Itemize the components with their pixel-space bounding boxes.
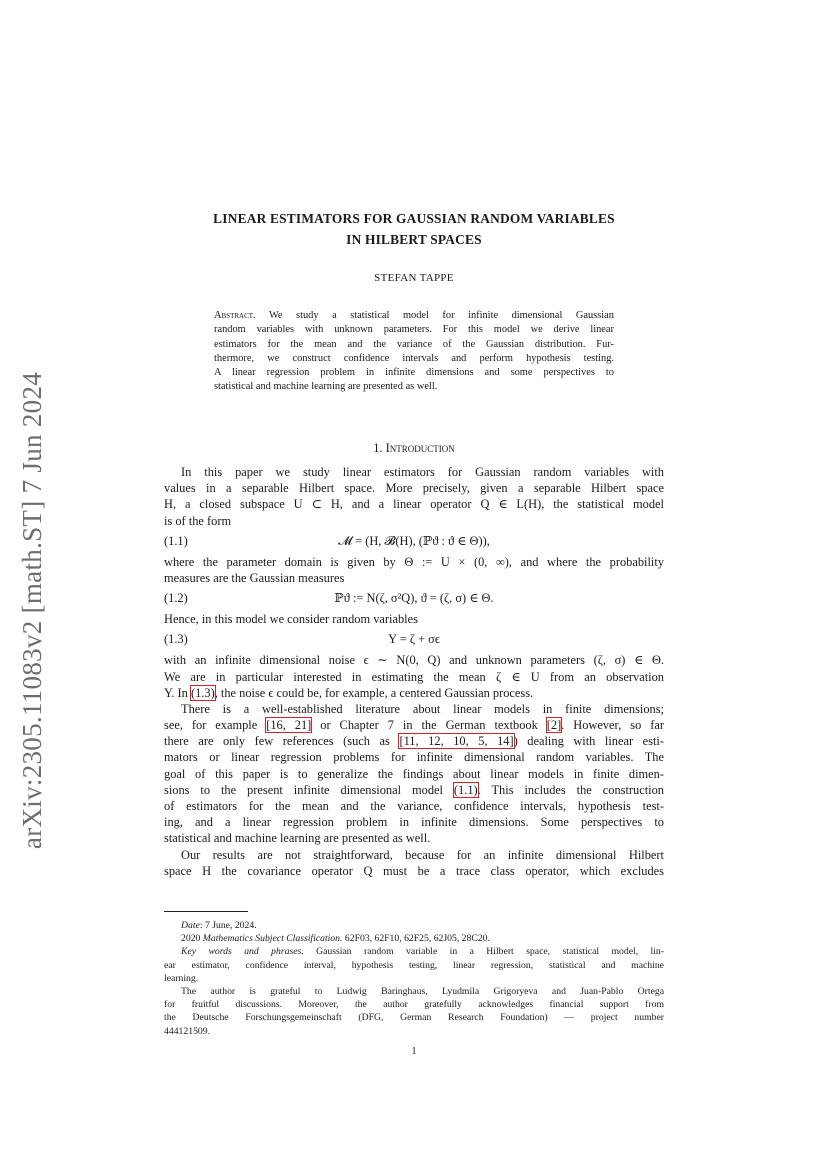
equation-number: (1.3) (164, 632, 188, 647)
abstract (214, 309, 614, 395)
paragraph-line: statistical and machine learning are presented as well. (164, 831, 431, 846)
abstract-line: thermore, we construct confidence intervals and perform hypothesis testing. (214, 352, 614, 364)
paragraph-line: We are in particular interested in estimating the mean ζ ∈ U from an observation (164, 669, 664, 684)
footnote-keywords: Key words and phrases. Gaussian random variable in a Hilbert space, statistical model, lin- (181, 946, 664, 958)
footnote-ack: for fruitful discussions. Moreover, the author gratefully acknowledges financial support from (164, 999, 664, 1011)
equation-1-3 (164, 631, 664, 652)
paragraph-line: with an infinite dimensional noise ϵ ∼ N(0, Q) and unknown parameters (ζ, σ) ∈ Θ. (164, 653, 664, 668)
footnote-ack: The author is grateful to Ludwig Baringhaus, Lyudmila Grigoryeva and Juan-Pablo Ortega (181, 986, 664, 998)
footnote-date: Date: 7 June, 2024. (181, 920, 257, 931)
paragraph-line: sions to the present infinite dimensional model (1.1). This includes the construction (164, 782, 664, 797)
paragraph-line: space H the covariance operator Q must be a trace class operator, which excludes (164, 863, 664, 878)
equation-1-1 (164, 533, 664, 554)
arxiv-id: arXiv:2305.11083v2 [math.ST] 7 Jun 2024 (17, 371, 48, 849)
citation-link[interactable]: [11, 12, 10, 5, 14] (399, 734, 514, 749)
abstract-line: Abstract. We study a statistical model for infinite dimensional Gaussian (214, 310, 614, 321)
paragraph-line: Hence, in this model we consider random variables (164, 612, 418, 627)
footnote-rule (164, 911, 248, 912)
abstract-line: random variables with unknown parameters. For this model we derive linear (214, 324, 614, 336)
paragraph-line: ing, and a linear regression problem in infinite dimensions. Some perspectives to (164, 815, 664, 830)
body-text (164, 464, 664, 879)
section-heading (164, 441, 664, 456)
paragraph-line: see, for example [16, 21] or Chapter 7 in the German textbook [2]. However, so far (164, 718, 664, 733)
paragraph-line: Y. In (1.3), the noise ϵ could be, for example, a centered Gaussian process. (164, 685, 534, 700)
paper-title (164, 208, 664, 250)
abstract-line: A linear regression problem in infinite dimensions and some perspectives to (214, 367, 614, 379)
paragraph-line: there are only few references (such as [11, 12, 10, 5, 14]) dealing with linear esti- (164, 734, 664, 749)
footnote-ack: the Deutsche Forschungsgemeinschaft (DFG, German Research Foundation) — project number (164, 1012, 664, 1024)
equation-body: ℙϑ := N(ζ, σ²Q), ϑ = (ζ, σ) ∈ Θ. (334, 591, 494, 606)
citation-link[interactable]: [2] (546, 718, 562, 733)
title-line: LINEAR ESTIMATORS FOR GAUSSIAN RANDOM VARIABLES (213, 211, 615, 226)
paragraph-line: values in a separable Hilbert space. More precisely, given a separable Hilbert space (164, 481, 664, 496)
equation-body: Y = ζ + σϵ (388, 632, 440, 647)
paragraph-line: goal of this paper is to generalize the findings about linear models in finite dimen- (164, 766, 664, 781)
title-line: IN HILBERT SPACES (346, 232, 482, 247)
footnote-keywords: ear estimator, confidence interval, hypothesis testing, linear regression, statistical and machine (164, 959, 664, 971)
footnotes (164, 919, 664, 1038)
footnote-keywords: learning. (164, 972, 199, 984)
paragraph-line: mators or linear regression problems for infinite dimensional random variables. The (164, 750, 664, 765)
abstract-line: estimators for the mean and the variance of the Gaussian distribution. Fur- (214, 338, 614, 350)
page-number: 1 (411, 1046, 417, 1057)
paragraph-line: There is a well-established literature about linear models in finite dimensions; (181, 701, 664, 716)
footnote-ack: 444121509. (164, 1025, 211, 1037)
section-title: Introduction (385, 441, 455, 455)
equation-1-2 (164, 590, 664, 611)
paragraph-line: measures are the Gaussian measures (164, 570, 345, 585)
paragraph-line: is of the form (164, 513, 232, 528)
paragraph-line: H, a closed subspace U ⊂ H, and a linear operator Q ∈ L(H), the statistical model (164, 497, 664, 512)
section-number: 1. (373, 441, 383, 455)
equation-number: (1.2) (164, 591, 188, 606)
citation-link[interactable]: [16, 21] (266, 718, 312, 733)
equation-ref-link[interactable]: (1.1) (453, 782, 478, 797)
abstract-label: Abstract. (214, 310, 256, 321)
equation-ref-link[interactable]: (1.3) (190, 685, 215, 700)
paragraph-line: Our results are not straightforward, because for an infinite dimensional Hilbert (181, 847, 664, 862)
paragraph-line: In this paper we study linear estimators for Gaussian random variables with (181, 465, 664, 479)
equation-body: 𝓜 = (H, 𝓑(H), (ℙϑ : ϑ ∈ Θ)), (338, 533, 490, 548)
author: STEFAN TAPPE (374, 272, 454, 284)
paragraph-line: where the parameter domain is given by Θ := U × (0, ∞), and where the probability (164, 554, 664, 569)
arxiv-sidebar-stamp (8, 360, 58, 860)
paragraph-line: of estimators for the mean and the variance, confidence intervals, hypothesis test- (164, 799, 664, 813)
footnote-msc: 2020 Mathematics Subject Classification. 62F03, 62F10, 62F25, 62J05, 28C20. (181, 933, 490, 945)
equation-number: (1.1) (164, 533, 188, 548)
abstract-line: statistical and machine learning are presented as well. (214, 381, 438, 393)
